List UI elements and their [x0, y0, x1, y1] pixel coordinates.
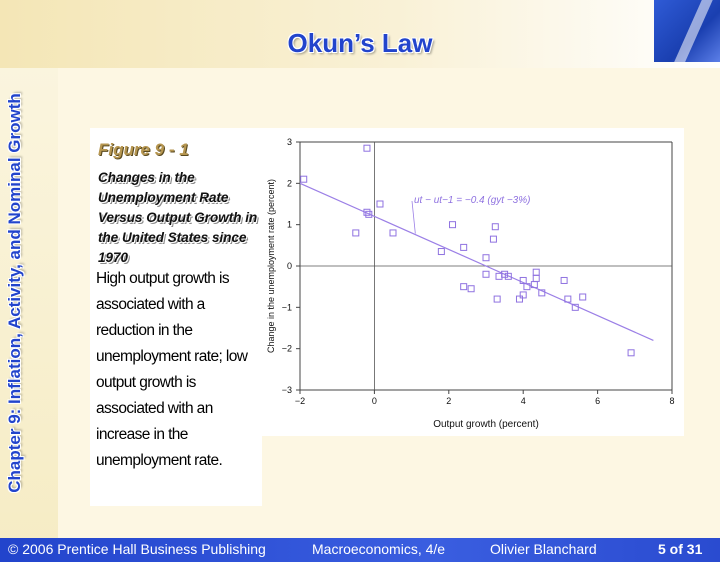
x-tick-label: 6 — [595, 396, 601, 406]
y-tick-label: 3 — [286, 137, 292, 147]
figure-description: High output growth is associated with a reduction in the unemployment rate; low output growth is associated with an increase in the unemployment rate. — [96, 270, 248, 469]
footer-book: Macroeconomics, 4/e — [312, 541, 446, 557]
data-point — [353, 230, 359, 236]
x-tick-label: 2 — [446, 396, 452, 406]
data-point — [483, 255, 489, 261]
data-point — [533, 275, 539, 281]
data-point — [301, 176, 307, 182]
chart-axes — [282, 137, 675, 406]
data-point — [516, 296, 522, 302]
data-point — [492, 224, 498, 230]
data-point — [377, 201, 383, 207]
chart-points — [301, 145, 634, 356]
x-tick-label: −2 — [294, 396, 306, 406]
data-point — [483, 271, 489, 277]
regression-annotation: ut − ut−1 = −0.4 (gyt −3%) — [414, 195, 531, 206]
data-point — [561, 277, 567, 283]
data-point — [494, 296, 500, 302]
data-point — [533, 269, 539, 275]
y-tick-label: 0 — [286, 261, 292, 271]
x-axis-label: Output growth (percent) — [433, 419, 539, 430]
footer-page: 5 of 31 — [658, 541, 703, 557]
chart-panel — [262, 128, 684, 436]
x-tick-label: 0 — [371, 396, 377, 406]
okun-scatter-chart — [262, 128, 684, 436]
chapter-title: Chapter 9: Inflation, Activity, and Nominal Growth — [5, 93, 24, 493]
data-point — [438, 249, 444, 255]
regression-line — [300, 183, 653, 340]
figure-caption: Changes in the Unemployment Rate Versus Output Growth in the United States since 1970 — [98, 170, 258, 265]
y-tick-label: −3 — [281, 385, 292, 395]
data-point — [364, 145, 370, 151]
figure-text-panel — [90, 128, 262, 506]
footer-copyright: © 2006 Prentice Hall Business Publishing — [8, 541, 266, 557]
data-point — [468, 286, 474, 292]
data-point — [461, 284, 467, 290]
data-point — [450, 222, 456, 228]
data-point — [461, 244, 467, 250]
data-point — [520, 292, 526, 298]
figure-number: Figure 9 - 1 — [98, 140, 189, 159]
y-tick-label: −2 — [281, 343, 292, 354]
y-axis-label: Change in the unemployment rate (percent) — [266, 178, 276, 354]
data-point — [580, 294, 586, 300]
y-tick-label: 1 — [286, 219, 292, 230]
data-point — [628, 350, 634, 356]
y-tick-label: −1 — [281, 302, 292, 313]
x-tick-label: 8 — [669, 396, 675, 406]
footer-bar — [0, 538, 720, 562]
slide-title: Okun’s Law — [287, 28, 433, 58]
footer-author: Olivier Blanchard — [490, 541, 597, 557]
y-tick-label: 2 — [286, 178, 292, 189]
x-tick-label: 4 — [520, 396, 526, 406]
data-point — [390, 230, 396, 236]
data-point — [490, 236, 496, 242]
